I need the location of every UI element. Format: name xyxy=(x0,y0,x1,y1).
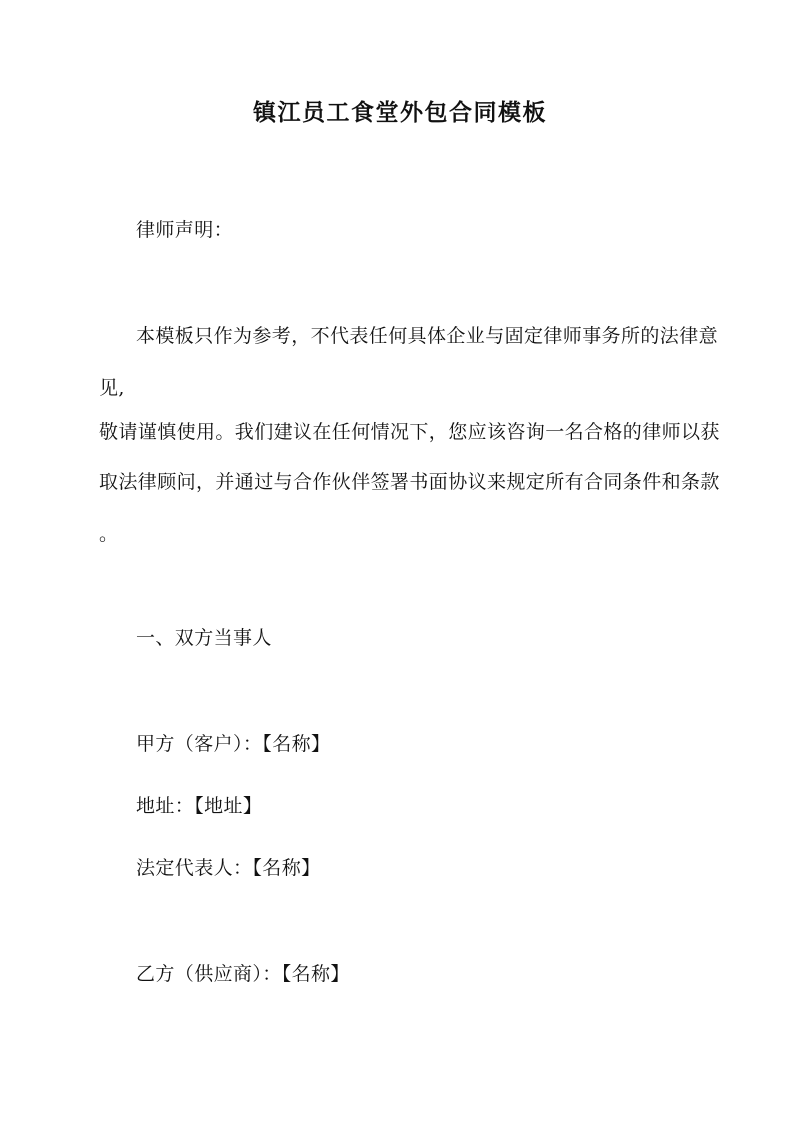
party-a-address: 地址：【地址】 xyxy=(136,795,263,817)
party-b-name: 乙方（供应商）：【名称】 xyxy=(136,963,350,985)
disclaimer-line-2: 见, xyxy=(99,377,125,399)
section-1-heading: 一、双方当事人 xyxy=(136,627,272,649)
party-a-name: 甲方（客户）：【名称】 xyxy=(136,733,331,755)
lawyer-statement-label: 律师声明： xyxy=(136,219,234,241)
document-title: 镇江员工食堂外包合同模板 xyxy=(253,99,547,126)
disclaimer-line-1: 本模板只作为参考，不代表任何具体企业与固定律师事务所的法律意 xyxy=(136,325,719,347)
disclaimer-line-5: 。 xyxy=(99,523,119,545)
disclaimer-line-4: 取法律顾问，并通过与合作伙伴签署书面协议来规定所有合同条件和条款 xyxy=(99,471,720,493)
party-a-representative: 法定代表人：【名称】 xyxy=(136,857,321,879)
disclaimer-line-3: 敬请谨慎使用。我们建议在任何情况下，您应该咨询一名合格的律师以获 xyxy=(99,421,720,443)
